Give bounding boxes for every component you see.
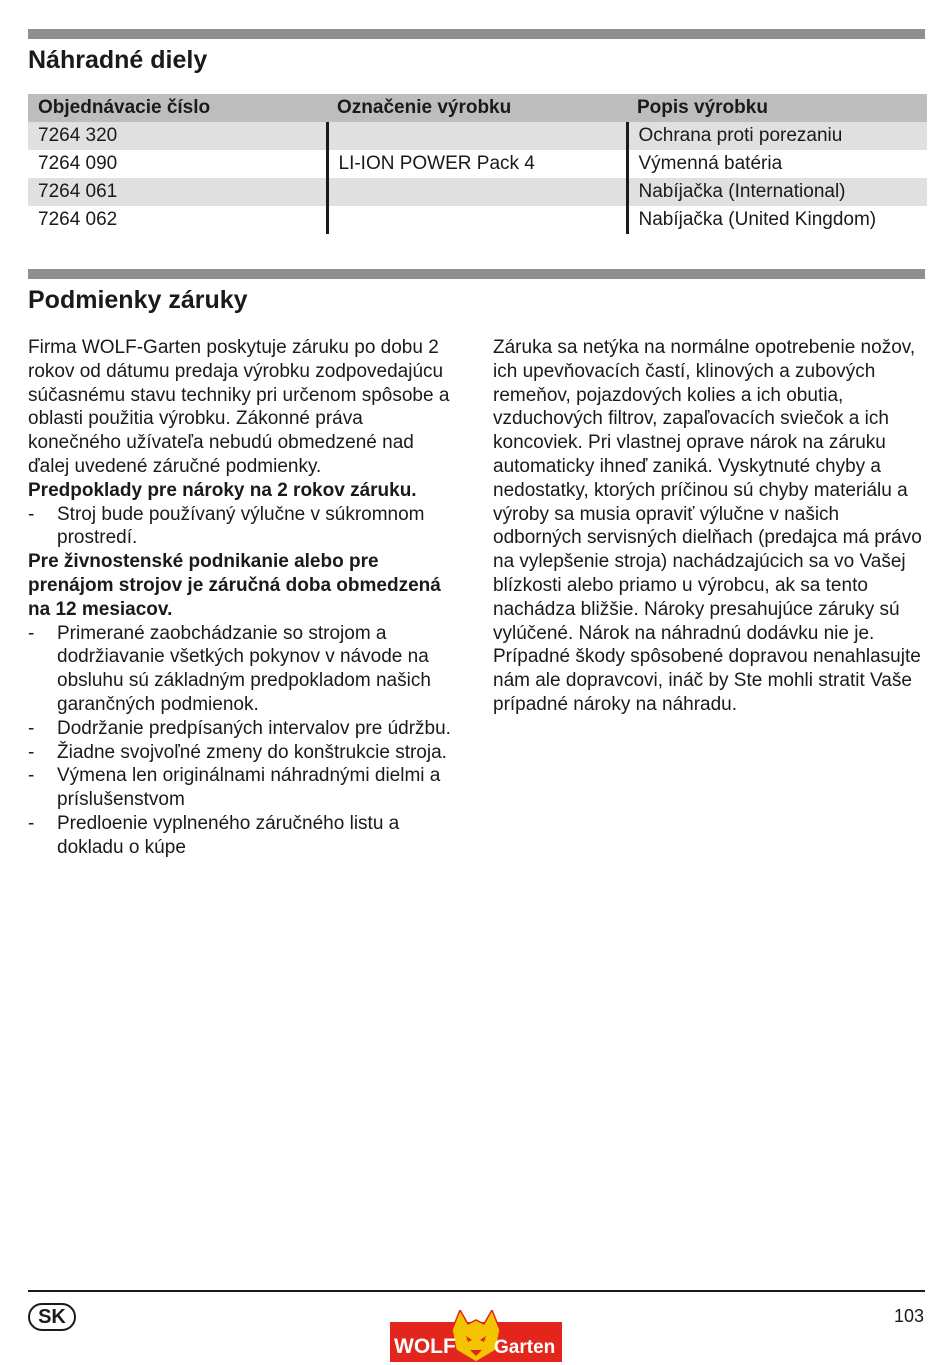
top-rule [28,29,925,39]
list-item: - Primerané zaobchádzanie so strojom a dodržiavanie všetkých pokynov v návode na obsluhu sú základným predpokladom našich garančných podmienok. [28,622,460,717]
parts-title: Náhradné diely [28,46,208,74]
page-number: 103 [893,1306,924,1326]
requirements-list [28,503,460,551]
requirements-heading: Predpoklady pre nároky na 2 rokov záruku. [28,479,417,501]
warranty-left-column [28,336,460,860]
warranty-title: Podmienky záruky [28,286,248,314]
header-description: Popis výrobku [627,94,927,122]
svg-text:WOLF: WOLF [394,1335,456,1358]
header-order-number: Objednávacie číslo [28,94,327,122]
cell-number: 7264 320 [28,122,327,150]
cell-designation [327,122,627,150]
list-item: - Predloenie vyplneného záručného listu a dokladu o kúpe [28,812,460,860]
table-row [28,150,927,178]
cell-description: Ochrana proti porezaniu [627,122,927,150]
cell-number: 7264 061 [28,178,327,206]
list-item: - Dodržanie predpísaných intervalov pre údržbu. [28,717,460,741]
warranty-exclusions: Záruka sa netýka na normálne opotrebenie nožov, ich upevňovacích častí, klinových a zubových remeňov, pojazdových kolies a ich obutia, vzduchových filtrov, zapaľovacích sviečok a ich koncoviek. Pri vlastnej oprave nárok na záruku automaticky ihneď zaniká. Vyskytnuté chyby a nedostatky, ktorých príčinou sú chyby materiálu a výroby sa musia opraviť výlučne v našich odborných servisných dielňach (predajca má právo na vylepšenie stroja) nachádzajúcich sa vo Vašej blízkosti alebo priamo u výrobcu, ak sa tento nachádza bližšie. Nároky presahujúce záruky sú vylúčené. Nárok na náhradnú dodávku nie je. Prípadné škody spôsobené dopravou nenahlasujte nám ale dopravcovi, ináč by Ste mohli stratit Vaše prípadné nároky na náhradu. [493,337,922,715]
conditions-list [28,622,460,860]
cell-description: Nabíjačka (United Kingdom) [627,206,927,234]
cell-designation: LI-ION POWER Pack 4 [327,150,627,178]
table-row [28,122,927,150]
header-designation: Označenie výrobku [327,94,627,122]
footer-rule [28,1290,925,1292]
warranty-intro: Firma WOLF-Garten poskytuje záruku po dobu 2 rokov od dátumu predaja výrobku zodpovedajúcu súčasnému stavu techniky pri určenom spôsobe a oblasti použitia výrobku. Zákonné práva konečného užívateľa nebudú obmedzené nad ďalej uvedené záručné podmienky. [28,337,450,477]
table-row [28,206,927,234]
section-rule [28,269,925,279]
table-row [28,178,927,206]
list-item: - Žiadne svojvoľné zmeny do konštrukcie stroja. [28,741,460,765]
cell-number: 7264 062 [38,209,118,230]
wolf-garten-logo [390,1310,562,1362]
cell-designation [327,178,627,206]
cell-description: Nabíjačka (International) [627,178,927,206]
list-item: - Výmena len originálnami náhradnými dielmi a príslušenstvom [28,764,460,812]
table-header-row [28,94,927,122]
cell-designation [327,206,627,234]
language-badge: SK [28,1303,76,1331]
cell-number: 7264 090 [38,153,118,174]
parts-table [28,94,927,234]
list-item: - Stroj bude používaný výlučne v súkromnom prostredí. [28,503,460,551]
warranty-right-column [493,336,923,717]
commercial-note: Pre živnostenské podnikanie alebo pre prenájom strojov je záručná doba obmedzená na 12 mesiacov. [28,551,441,620]
svg-text:Garten: Garten [494,1337,556,1358]
cell-description: Výmenná batéria [627,150,927,178]
